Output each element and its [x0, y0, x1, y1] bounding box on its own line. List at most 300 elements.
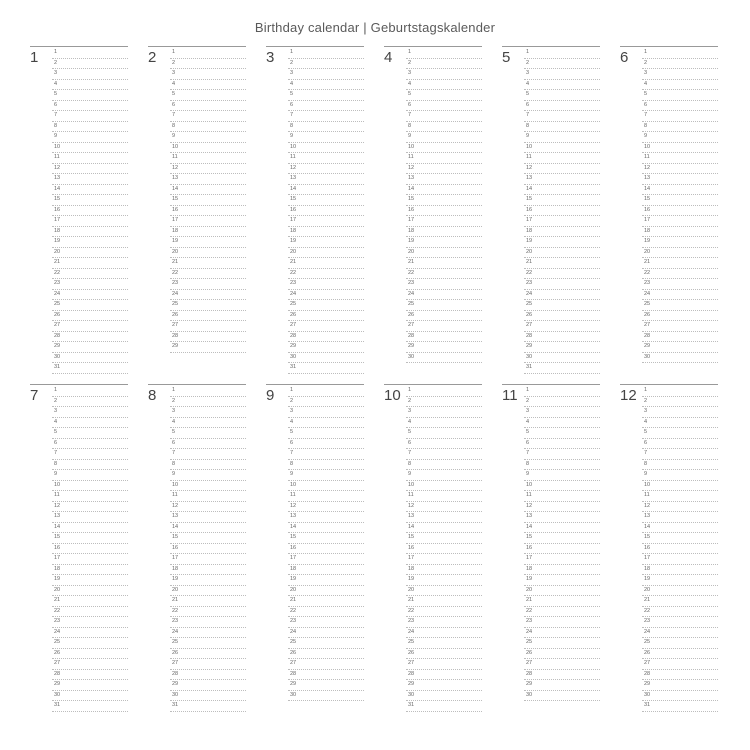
day-row[interactable]: [288, 164, 364, 175]
day-row[interactable]: [52, 311, 128, 322]
day-row[interactable]: [524, 80, 600, 91]
day-row[interactable]: [642, 649, 718, 660]
day-row[interactable]: [524, 69, 600, 80]
day-row[interactable]: [406, 300, 482, 311]
day-row[interactable]: [288, 101, 364, 112]
day-row[interactable]: [642, 418, 718, 429]
day-row[interactable]: [170, 59, 246, 70]
day-row[interactable]: [52, 279, 128, 290]
day-row[interactable]: [642, 502, 718, 513]
day-row[interactable]: [170, 628, 246, 639]
day-row[interactable]: [170, 332, 246, 343]
day-row[interactable]: [524, 300, 600, 311]
day-row[interactable]: [170, 153, 246, 164]
day-row[interactable]: [288, 502, 364, 513]
day-row[interactable]: [524, 332, 600, 343]
day-row[interactable]: [288, 523, 364, 534]
day-row[interactable]: [406, 342, 482, 353]
day-row[interactable]: [642, 311, 718, 322]
day-row[interactable]: [642, 300, 718, 311]
day-row[interactable]: [642, 481, 718, 492]
day-row[interactable]: [524, 311, 600, 322]
day-row[interactable]: [288, 311, 364, 322]
day-row[interactable]: [406, 554, 482, 565]
day-row[interactable]: [52, 544, 128, 555]
day-row[interactable]: [170, 311, 246, 322]
day-row[interactable]: [406, 470, 482, 481]
day-row[interactable]: [406, 491, 482, 502]
day-row[interactable]: [524, 321, 600, 332]
day-row[interactable]: [406, 659, 482, 670]
day-row[interactable]: [170, 586, 246, 597]
day-row[interactable]: [642, 237, 718, 248]
day-row[interactable]: [406, 691, 482, 702]
day-row[interactable]: [52, 565, 128, 576]
day-row[interactable]: [406, 164, 482, 175]
day-row[interactable]: [52, 258, 128, 269]
day-row[interactable]: [642, 164, 718, 175]
day-row[interactable]: [642, 439, 718, 450]
day-row[interactable]: [170, 428, 246, 439]
day-row[interactable]: [52, 164, 128, 175]
day-row[interactable]: [288, 397, 364, 408]
day-row[interactable]: [642, 227, 718, 238]
day-row[interactable]: [642, 143, 718, 154]
day-row[interactable]: [642, 248, 718, 259]
day-row[interactable]: [170, 258, 246, 269]
day-row[interactable]: [524, 407, 600, 418]
day-row[interactable]: [524, 111, 600, 122]
day-row[interactable]: [642, 386, 718, 397]
day-row[interactable]: [642, 279, 718, 290]
day-row[interactable]: [524, 481, 600, 492]
day-row[interactable]: [406, 206, 482, 217]
day-row[interactable]: [288, 227, 364, 238]
day-row[interactable]: [642, 397, 718, 408]
day-row[interactable]: [642, 617, 718, 628]
day-row[interactable]: [406, 670, 482, 681]
day-row[interactable]: [642, 596, 718, 607]
day-row[interactable]: [524, 195, 600, 206]
day-row[interactable]: [524, 269, 600, 280]
day-row[interactable]: [170, 460, 246, 471]
day-row[interactable]: [288, 607, 364, 618]
day-row[interactable]: [524, 586, 600, 597]
day-row[interactable]: [642, 59, 718, 70]
day-row[interactable]: [524, 122, 600, 133]
day-row[interactable]: [170, 491, 246, 502]
day-row[interactable]: [170, 111, 246, 122]
day-row[interactable]: [170, 701, 246, 712]
day-row[interactable]: [170, 670, 246, 681]
day-row[interactable]: [52, 386, 128, 397]
day-row[interactable]: [288, 428, 364, 439]
day-row[interactable]: [52, 195, 128, 206]
day-row[interactable]: [642, 258, 718, 269]
day-row[interactable]: [406, 407, 482, 418]
day-row[interactable]: [406, 701, 482, 712]
day-row[interactable]: [406, 449, 482, 460]
day-row[interactable]: [170, 279, 246, 290]
day-row[interactable]: [170, 565, 246, 576]
day-row[interactable]: [170, 227, 246, 238]
day-row[interactable]: [406, 153, 482, 164]
day-row[interactable]: [642, 174, 718, 185]
day-row[interactable]: [642, 342, 718, 353]
day-row[interactable]: [288, 195, 364, 206]
day-row[interactable]: [524, 617, 600, 628]
day-row[interactable]: [524, 607, 600, 618]
day-row[interactable]: [288, 69, 364, 80]
day-row[interactable]: [406, 90, 482, 101]
day-row[interactable]: [524, 290, 600, 301]
day-row[interactable]: [524, 628, 600, 639]
day-row[interactable]: [288, 628, 364, 639]
day-row[interactable]: [170, 48, 246, 59]
day-row[interactable]: [288, 59, 364, 70]
day-row[interactable]: [170, 216, 246, 227]
day-row[interactable]: [288, 48, 364, 59]
day-row[interactable]: [52, 659, 128, 670]
day-row[interactable]: [406, 269, 482, 280]
day-row[interactable]: [288, 470, 364, 481]
day-row[interactable]: [406, 101, 482, 112]
day-row[interactable]: [406, 565, 482, 576]
day-row[interactable]: [52, 185, 128, 196]
day-row[interactable]: [170, 80, 246, 91]
day-row[interactable]: [288, 143, 364, 154]
day-row[interactable]: [524, 659, 600, 670]
day-row[interactable]: [288, 544, 364, 555]
day-row[interactable]: [170, 185, 246, 196]
day-row[interactable]: [524, 523, 600, 534]
day-row[interactable]: [406, 596, 482, 607]
day-row[interactable]: [524, 206, 600, 217]
day-row[interactable]: [52, 512, 128, 523]
day-row[interactable]: [642, 195, 718, 206]
day-row[interactable]: [642, 460, 718, 471]
day-row[interactable]: [52, 353, 128, 364]
day-row[interactable]: [642, 691, 718, 702]
day-row[interactable]: [406, 481, 482, 492]
day-row[interactable]: [52, 617, 128, 628]
day-row[interactable]: [288, 691, 364, 702]
day-row[interactable]: [288, 491, 364, 502]
day-row[interactable]: [52, 586, 128, 597]
day-row[interactable]: [524, 649, 600, 660]
day-row[interactable]: [642, 101, 718, 112]
day-row[interactable]: [524, 59, 600, 70]
day-row[interactable]: [52, 216, 128, 227]
day-row[interactable]: [288, 418, 364, 429]
day-row[interactable]: [524, 397, 600, 408]
day-row[interactable]: [524, 470, 600, 481]
day-row[interactable]: [406, 332, 482, 343]
day-row[interactable]: [288, 659, 364, 670]
day-row[interactable]: [52, 321, 128, 332]
day-row[interactable]: [288, 460, 364, 471]
day-row[interactable]: [406, 638, 482, 649]
day-row[interactable]: [52, 206, 128, 217]
day-row[interactable]: [52, 111, 128, 122]
day-row[interactable]: [170, 407, 246, 418]
day-row[interactable]: [642, 638, 718, 649]
day-row[interactable]: [288, 512, 364, 523]
day-row[interactable]: [642, 269, 718, 280]
day-row[interactable]: [406, 279, 482, 290]
day-row[interactable]: [524, 491, 600, 502]
day-row[interactable]: [524, 565, 600, 576]
day-row[interactable]: [406, 353, 482, 364]
day-row[interactable]: [524, 554, 600, 565]
day-row[interactable]: [406, 290, 482, 301]
day-row[interactable]: [642, 701, 718, 712]
day-row[interactable]: [642, 206, 718, 217]
day-row[interactable]: [170, 300, 246, 311]
day-row[interactable]: [524, 544, 600, 555]
day-row[interactable]: [406, 439, 482, 450]
day-row[interactable]: [642, 449, 718, 460]
day-row[interactable]: [288, 353, 364, 364]
day-row[interactable]: [52, 638, 128, 649]
day-row[interactable]: [524, 680, 600, 691]
day-row[interactable]: [52, 670, 128, 681]
day-row[interactable]: [288, 206, 364, 217]
day-row[interactable]: [642, 111, 718, 122]
day-row[interactable]: [52, 363, 128, 374]
day-row[interactable]: [406, 248, 482, 259]
day-row[interactable]: [170, 596, 246, 607]
day-row[interactable]: [642, 512, 718, 523]
day-row[interactable]: [170, 397, 246, 408]
day-row[interactable]: [52, 439, 128, 450]
day-row[interactable]: [288, 132, 364, 143]
day-row[interactable]: [524, 386, 600, 397]
day-row[interactable]: [52, 680, 128, 691]
day-row[interactable]: [170, 143, 246, 154]
day-row[interactable]: [52, 153, 128, 164]
day-row[interactable]: [170, 386, 246, 397]
day-row[interactable]: [642, 680, 718, 691]
day-row[interactable]: [52, 397, 128, 408]
day-row[interactable]: [406, 386, 482, 397]
day-row[interactable]: [406, 428, 482, 439]
day-row[interactable]: [642, 523, 718, 534]
day-row[interactable]: [170, 101, 246, 112]
day-row[interactable]: [170, 481, 246, 492]
day-row[interactable]: [524, 575, 600, 586]
day-row[interactable]: [170, 638, 246, 649]
day-row[interactable]: [642, 565, 718, 576]
day-row[interactable]: [406, 216, 482, 227]
day-row[interactable]: [406, 195, 482, 206]
day-row[interactable]: [288, 185, 364, 196]
day-row[interactable]: [406, 48, 482, 59]
day-row[interactable]: [170, 164, 246, 175]
day-row[interactable]: [406, 523, 482, 534]
day-row[interactable]: [642, 407, 718, 418]
day-row[interactable]: [524, 670, 600, 681]
day-row[interactable]: [170, 237, 246, 248]
day-row[interactable]: [288, 670, 364, 681]
day-row[interactable]: [52, 481, 128, 492]
day-row[interactable]: [406, 512, 482, 523]
day-row[interactable]: [52, 269, 128, 280]
day-row[interactable]: [170, 248, 246, 259]
day-row[interactable]: [524, 502, 600, 513]
day-row[interactable]: [288, 80, 364, 91]
day-row[interactable]: [52, 407, 128, 418]
day-row[interactable]: [52, 460, 128, 471]
day-row[interactable]: [170, 90, 246, 101]
day-row[interactable]: [52, 90, 128, 101]
day-row[interactable]: [170, 575, 246, 586]
day-row[interactable]: [642, 69, 718, 80]
day-row[interactable]: [406, 649, 482, 660]
day-row[interactable]: [524, 258, 600, 269]
day-row[interactable]: [642, 491, 718, 502]
day-row[interactable]: [524, 153, 600, 164]
day-row[interactable]: [642, 290, 718, 301]
day-row[interactable]: [524, 143, 600, 154]
day-row[interactable]: [406, 227, 482, 238]
day-row[interactable]: [642, 554, 718, 565]
day-row[interactable]: [406, 185, 482, 196]
day-row[interactable]: [406, 143, 482, 154]
day-row[interactable]: [170, 607, 246, 618]
day-row[interactable]: [52, 575, 128, 586]
day-row[interactable]: [642, 80, 718, 91]
day-row[interactable]: [288, 449, 364, 460]
day-row[interactable]: [642, 332, 718, 343]
day-row[interactable]: [52, 428, 128, 439]
day-row[interactable]: [170, 321, 246, 332]
day-row[interactable]: [52, 122, 128, 133]
day-row[interactable]: [170, 554, 246, 565]
day-row[interactable]: [288, 153, 364, 164]
day-row[interactable]: [524, 363, 600, 374]
day-row[interactable]: [52, 523, 128, 534]
day-row[interactable]: [52, 470, 128, 481]
day-row[interactable]: [52, 143, 128, 154]
day-row[interactable]: [52, 132, 128, 143]
day-row[interactable]: [288, 111, 364, 122]
day-row[interactable]: [288, 363, 364, 374]
day-row[interactable]: [170, 544, 246, 555]
day-row[interactable]: [52, 237, 128, 248]
day-row[interactable]: [406, 544, 482, 555]
day-row[interactable]: [406, 607, 482, 618]
day-row[interactable]: [406, 258, 482, 269]
day-row[interactable]: [52, 649, 128, 660]
day-row[interactable]: [52, 227, 128, 238]
day-row[interactable]: [52, 502, 128, 513]
day-row[interactable]: [170, 680, 246, 691]
day-row[interactable]: [642, 216, 718, 227]
day-row[interactable]: [288, 439, 364, 450]
day-row[interactable]: [642, 90, 718, 101]
day-row[interactable]: [524, 418, 600, 429]
day-row[interactable]: [642, 153, 718, 164]
day-row[interactable]: [524, 512, 600, 523]
day-row[interactable]: [406, 80, 482, 91]
day-row[interactable]: [642, 628, 718, 639]
day-row[interactable]: [170, 269, 246, 280]
day-row[interactable]: [170, 69, 246, 80]
day-row[interactable]: [288, 300, 364, 311]
day-row[interactable]: [524, 342, 600, 353]
day-row[interactable]: [642, 659, 718, 670]
day-row[interactable]: [170, 122, 246, 133]
day-row[interactable]: [524, 185, 600, 196]
day-row[interactable]: [170, 342, 246, 353]
day-row[interactable]: [288, 596, 364, 607]
day-row[interactable]: [52, 701, 128, 712]
day-row[interactable]: [642, 321, 718, 332]
day-row[interactable]: [524, 164, 600, 175]
day-row[interactable]: [288, 481, 364, 492]
day-row[interactable]: [170, 533, 246, 544]
day-row[interactable]: [406, 59, 482, 70]
day-row[interactable]: [642, 586, 718, 597]
day-row[interactable]: [52, 342, 128, 353]
day-row[interactable]: [406, 122, 482, 133]
day-row[interactable]: [288, 290, 364, 301]
day-row[interactable]: [642, 122, 718, 133]
day-row[interactable]: [524, 596, 600, 607]
day-row[interactable]: [52, 290, 128, 301]
day-row[interactable]: [52, 449, 128, 460]
day-row[interactable]: [288, 122, 364, 133]
day-row[interactable]: [642, 470, 718, 481]
day-row[interactable]: [406, 586, 482, 597]
day-row[interactable]: [170, 418, 246, 429]
day-row[interactable]: [524, 174, 600, 185]
day-row[interactable]: [406, 628, 482, 639]
day-row[interactable]: [288, 279, 364, 290]
day-row[interactable]: [406, 460, 482, 471]
day-row[interactable]: [170, 691, 246, 702]
day-row[interactable]: [406, 237, 482, 248]
day-row[interactable]: [642, 533, 718, 544]
day-row[interactable]: [406, 174, 482, 185]
day-row[interactable]: [170, 649, 246, 660]
day-row[interactable]: [524, 638, 600, 649]
day-row[interactable]: [288, 321, 364, 332]
day-row[interactable]: [406, 617, 482, 628]
day-row[interactable]: [170, 502, 246, 513]
day-row[interactable]: [524, 428, 600, 439]
day-row[interactable]: [642, 353, 718, 364]
day-row[interactable]: [52, 80, 128, 91]
day-row[interactable]: [52, 174, 128, 185]
day-row[interactable]: [170, 449, 246, 460]
day-row[interactable]: [288, 586, 364, 597]
day-row[interactable]: [52, 101, 128, 112]
day-row[interactable]: [406, 311, 482, 322]
day-row[interactable]: [524, 48, 600, 59]
day-row[interactable]: [406, 132, 482, 143]
day-row[interactable]: [642, 132, 718, 143]
day-row[interactable]: [406, 575, 482, 586]
day-row[interactable]: [170, 659, 246, 670]
day-row[interactable]: [170, 174, 246, 185]
day-row[interactable]: [288, 248, 364, 259]
day-row[interactable]: [524, 237, 600, 248]
day-row[interactable]: [406, 418, 482, 429]
day-row[interactable]: [288, 565, 364, 576]
day-row[interactable]: [524, 132, 600, 143]
